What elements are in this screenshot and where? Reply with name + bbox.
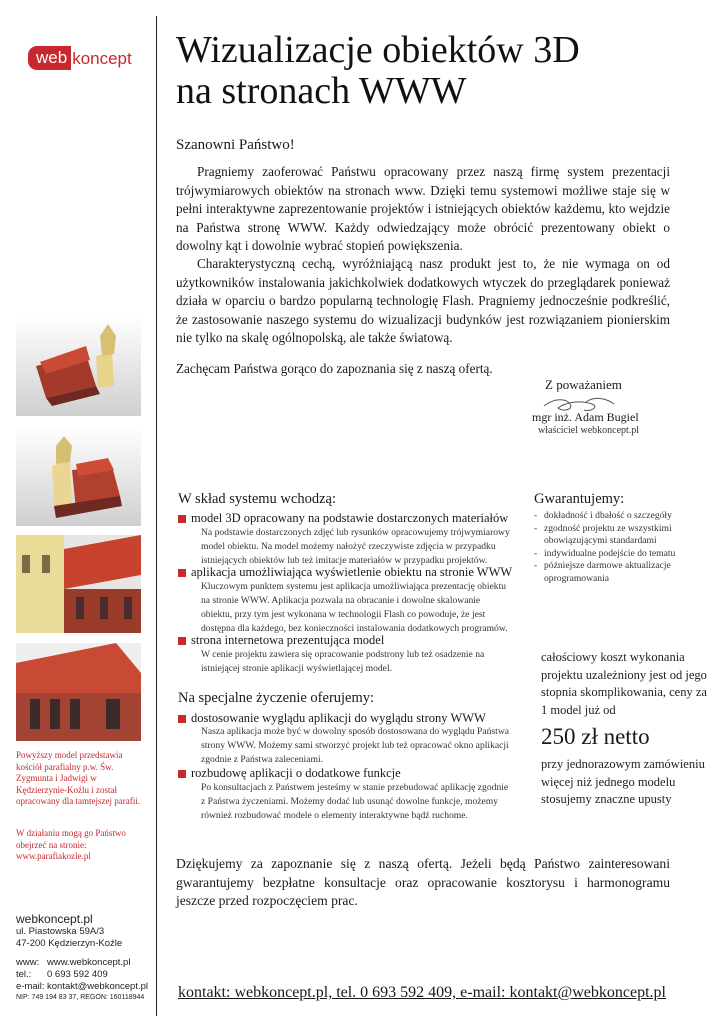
church-render-2 [16, 426, 141, 526]
system-heading: W skład systemu wchodzą: [178, 491, 336, 507]
system-item-app: aplikacja umożliwiająca wyświetlenie obiektu na stronie WWW [178, 565, 512, 580]
photo-caption-url[interactable]: www.parafiakozle.pl [16, 851, 91, 861]
address-www: www: www.webkoncept.pl [16, 957, 131, 968]
address-city: 47-200 Kędzierzyn-Koźle [16, 938, 123, 949]
guarantee-item: - późniejsze darmowe aktualizacje oprogramowania [534, 560, 709, 585]
logo-koncept: koncept [72, 48, 132, 68]
bullet-square [178, 770, 186, 778]
special-item-extend-desc: Po konsultacjach z Państwem jesteśmy w stanie przebudować aplikację zgodnie z Państwa życzeniami. Możemy dodać lub usunąć dowolne funkcje, możemy również rozbudować modele o elementy interaktywne bądź ruchome. [201, 782, 509, 821]
intro-paragraph-1: Pragniemy zaoferować Państwu opracowany przez naszą firmę system prezentacji trójwymiarowych obiektów na stronach www. Dzięki temu systemowi możliwe staje się w pełni interaktywne zaprezentowanie projektów i istniejących obiektów każdemu, kto wejdzie na Państwa stronę WWW. Każdy odwiedzający może obrócić prezentowany obiekt o dowolny kąt i dowolnie wybrać stopień powiększenia. [176, 164, 670, 253]
signature-role: właściciel webkoncept.pl [538, 425, 640, 436]
title-line-1: Wizualizacje obiektów 3D [176, 29, 580, 71]
system-item-app-desc: Kluczowym punktem systemu jest aplikacja umożliwiająca prezentację obiektu na stronie WWW. Aplikacja pozwala na obracanie i dowolne skalowanie obiektu, przy tym jest wykonana w technologii Flash co powoduje, że jest dostępna dla każdego, bez konieczności instalowania dodatkowych programów. [201, 581, 508, 634]
church-render-1 [16, 316, 141, 416]
signature-name: mgr inż. Adam Bugiel [532, 410, 639, 424]
guarantee-heading: Gwarantujemy: [534, 491, 625, 507]
contact-footer-link[interactable]: kontakt: webkoncept.pl, tel. 0 693 592 409, e-mail: kontakt@webkoncept.pl [178, 984, 666, 1001]
price-amount: 250 zł netto [541, 724, 650, 749]
address-street: ul. Piastowska 59A/3 [16, 926, 105, 937]
logo [28, 44, 132, 72]
church-render-4 [16, 643, 141, 741]
address-www-link[interactable]: www.webkoncept.pl [47, 957, 131, 968]
vertical-divider [156, 16, 157, 1016]
special-item-extend: rozbudowę aplikacji o dodatkowe funkcje [178, 766, 401, 781]
photo-caption-link-text: W działaniu mogą go Państwo obejrzeć na stronie: [16, 828, 126, 850]
bullet-square [178, 569, 186, 577]
bullet-square [178, 715, 186, 723]
greeting: Szanowni Państwo! [176, 137, 295, 153]
bullet-square [178, 637, 186, 645]
special-item-look-desc: Nasza aplikacja może być w dowolny sposób dostosowana do wyglądu Państwa strony WWW. Możemy sami stworzyć projekt lub też opracować okno aplikacji zgodnie z Państwa zaleceniami. [201, 726, 510, 765]
system-item-model: model 3D opracowany na podstawie dostarczonych materiałów [178, 511, 508, 526]
special-item-look: dostosowanie wyglądu aplikacji do wyglądu strony WWW [178, 711, 486, 726]
address-company: webkoncept.pl [16, 912, 93, 926]
page-title [176, 30, 696, 112]
system-item-website: strona internetowa prezentująca model [178, 633, 384, 648]
address-email: e-mail: kontakt@webkoncept.pl [16, 981, 149, 992]
bullet-square [178, 515, 186, 523]
guarantee-list [534, 510, 709, 586]
system-item-website-desc: W cenie projektu zawiera się opracowanie podstrony lub też osadzenie na istniejącej stronie aplikacji wyświetlającej model. [201, 649, 485, 674]
guarantee-item: - indywidualne podejście do tematu [534, 548, 709, 561]
intro-paragraph-3: Zachęcam Państwa gorąco do zapoznania się z naszą ofertą. [176, 361, 493, 376]
signature-closing: Z poważaniem [545, 377, 622, 392]
photo-caption: Powyższy model przedstawia kościół parafialny p.w. Św. Zygmunta i Jadwigi w Kędzierzynie-Koźlu i został opracowany dla tamtejszej parafii. [16, 750, 140, 806]
logo-web: web [28, 46, 71, 70]
address-email-link[interactable]: kontakt@webkoncept.pl [47, 981, 149, 992]
thanks-paragraph: Dziękujemy za zapoznanie się z naszą ofertą. Jeżeli będą Państwo zainteresowani gwarantujemy bezpłatne konsultacje oraz opracowanie kosztorysu i harmonogramu jeszcze przed rozpoczęciem prac. [176, 856, 670, 908]
church-render-3 [16, 535, 141, 633]
intro-paragraph-2: Charakterystyczną cechą, wyróżniającą nasz produkt jest to, że nie wymaga on od użytkowników instalowania jakichkolwiek dodatkowych wtyczek do przeglądarek ponieważ działa w oparciu o bardzo popularną technologię Flash. Pragniemy jednocześnie podkreślić, że zastosowanie naszego systemu do wizualizacji budynków jest rozwiązaniem pionierskim nie tylko na skalę ogólnopolską, ale także światową. [176, 256, 670, 345]
price-note: przy jednorazowym zamówieniu więcej niż jednego modelu stosujemy znaczne upusty [541, 757, 705, 806]
address-tel: tel.: 0 693 592 409 [16, 969, 108, 980]
system-item-model-desc: Na podstawie dostarczonych zdjęć lub rysunków opracowujemy trójwymiarowy model obiektu. Na model możemy nałożyć rzeczywiste zdjęcia w przypadku istniejących obiektów lub też imitacje materiałów w przypadku projektów. [201, 527, 510, 566]
price-text: całościowy koszt wykonania projektu uzależniony jest od jego stopnia skomplikowania, ceny za 1 model już od [541, 650, 707, 717]
title-line-2: na stronach WWW [176, 70, 467, 112]
guarantee-item: - dokładność i dbałość o szczegóły [534, 510, 709, 523]
address-ids: NIP: 749 194 83 37, REGON: 160118944 [16, 994, 145, 1001]
guarantee-item: - zgodność projektu ze wszystkimi obowiązującymi standardami [534, 523, 709, 548]
special-heading: Na specjalne życzenie oferujemy: [178, 690, 375, 706]
